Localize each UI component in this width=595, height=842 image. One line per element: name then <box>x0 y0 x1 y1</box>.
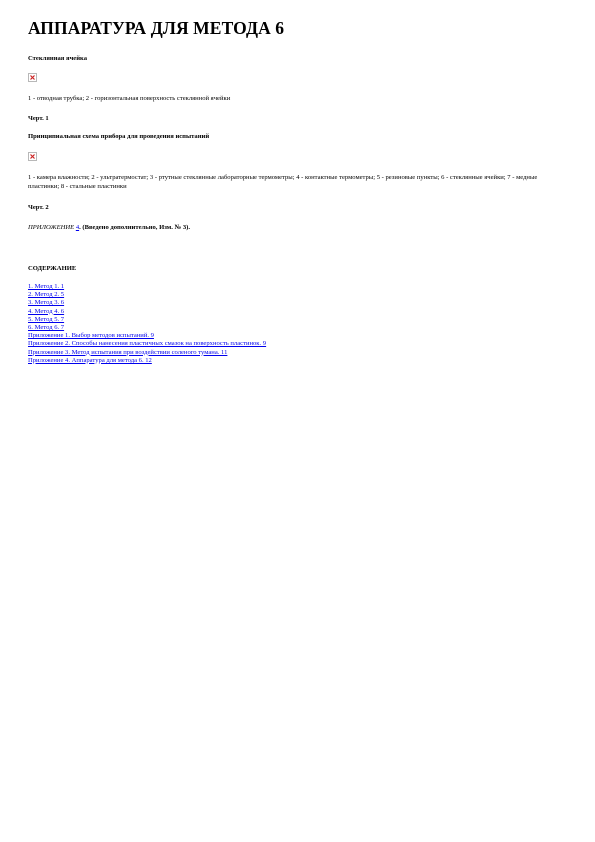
toc-link[interactable]: 5. Метод 5. 7 <box>28 315 65 323</box>
figure2-legend: 1 - камера влажности; 2 - ультратермостат; 3 - ртутные стеклянные лабораторные термометры; 4 - контактные термометры; 5 - резиновые пункты; 6 - стеклянные ячейки; 7 - медные пластинки; 8 - стальные пластинки <box>28 174 538 190</box>
figure1-legend: 1 - отводная трубка; 2 - горизонтальная поверхность стеклянной ячейки <box>28 95 231 102</box>
toc-link[interactable]: 6. Метод 6. 7 <box>28 324 65 332</box>
toc-link[interactable]: Приложение 2. Способы нанесения пластичных смазок на поверхность пластинок. 9 <box>28 340 267 348</box>
figure2-title: Принципиальная схема прибора для проведения испытаний <box>28 133 210 140</box>
toc-link[interactable]: 1. Метод 1. 1 <box>28 283 65 290</box>
broken-image-icon <box>28 152 37 161</box>
figure1-label: Черт. 1 <box>28 115 49 122</box>
figure1-title: Стеклянная ячейка <box>28 55 88 62</box>
toc-link[interactable]: 2. Метод 2. 5 <box>28 291 65 299</box>
page-title: АППАРАТУРА ДЛЯ МЕТОДА 6 <box>28 18 285 38</box>
figure2-label: Черт. 2 <box>28 204 49 211</box>
broken-image-icon <box>28 73 37 82</box>
appendix-prefix: ПРИЛОЖЕНИЕ <box>28 224 75 231</box>
toc-link[interactable]: Приложение 4. Аппаратура для метода 6. 12 <box>28 356 152 364</box>
appendix-note <box>28 223 568 232</box>
appendix-link[interactable]: 4 <box>75 224 80 231</box>
contents-heading: СОДЕРЖАНИЕ <box>28 265 77 272</box>
toc-link[interactable]: Приложение 1. Выбор методов испытаний. 9 <box>28 332 154 340</box>
toc-link[interactable]: 3. Метод 3. 6 <box>28 299 65 307</box>
toc-link[interactable]: Приложение 3. Метод испытания при воздействии соленого тумана. 11 <box>28 348 228 356</box>
appendix-suffix: . (Введено дополнительно, Изм. № 3). <box>79 224 190 231</box>
toc-link[interactable]: 4. Метод 4. 6 <box>28 307 65 315</box>
contents-list <box>28 283 266 365</box>
